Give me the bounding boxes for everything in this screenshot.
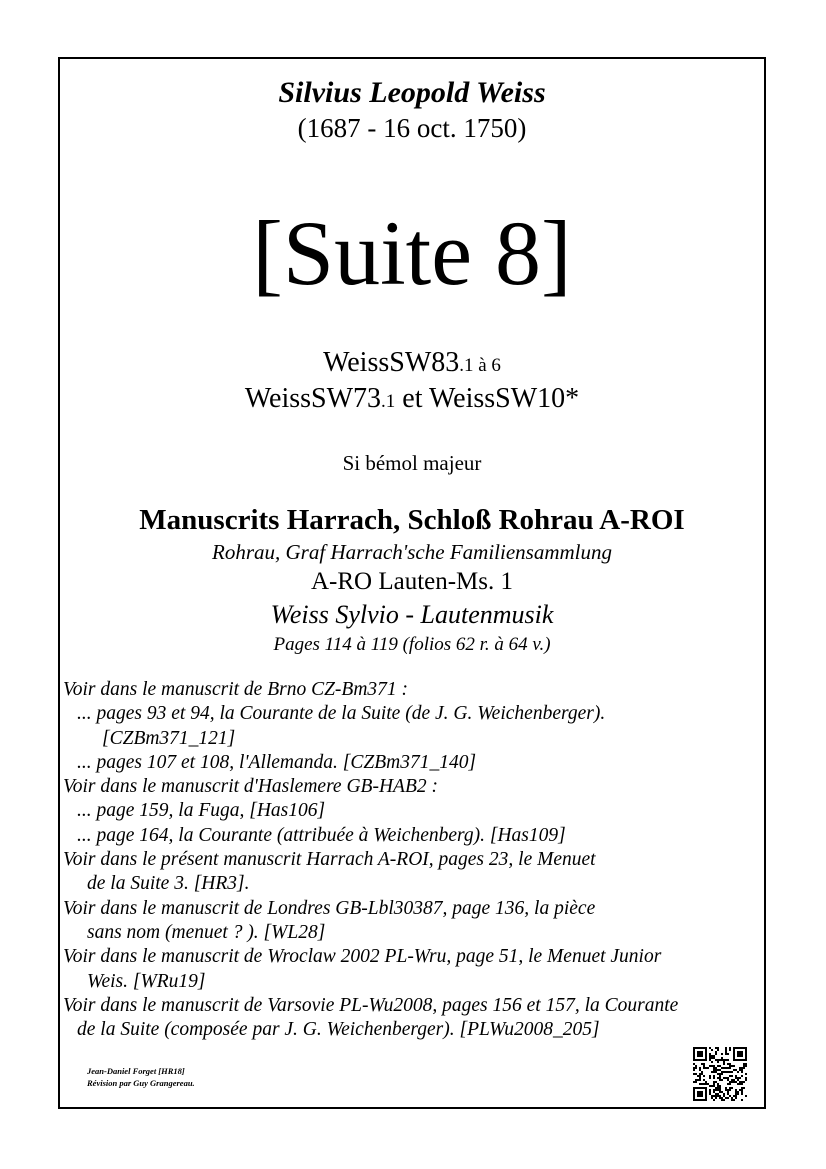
manuscript-reference: A-RO Lauten-Ms. 1 [310, 568, 514, 595]
manuscript-book: Weiss Sylvio - Lautenmusik [270, 600, 554, 629]
catalog-suffix-2: .1 [381, 391, 396, 412]
credit-author: Jean-Daniel Forget [HR18] [87, 1066, 185, 1076]
note-line: ... pages 93 et 94, la Courante de la Suite (de J. G. Weichenberger). [77, 703, 606, 725]
page-frame [58, 57, 766, 1109]
manuscript-subtitle: Rohrau, Graf Harrach'sche Familiensammlung [212, 540, 612, 564]
note-line: ... page 164, la Courante (attribuée à Weichenberg). [Has109] [77, 824, 566, 846]
note-line: [CZBm371_121] [102, 727, 236, 749]
composer-dates: (1687 - 16 oct. 1750) [297, 113, 527, 143]
catalog-suffix-1: .1 à 6 [459, 355, 501, 376]
note-line: Weis. [WRu19] [87, 970, 206, 992]
note-line: ... page 159, la Fuga, [Has106] [77, 800, 326, 822]
credit-revision: Révision par Guy Grangereau. [87, 1078, 195, 1088]
note-line: Voir dans le manuscrit de Wroclaw 2002 PL-Wru, page 51, le Menuet Junior [63, 946, 662, 968]
qr-code-icon [693, 1047, 747, 1101]
catalog-line-2 [60, 383, 764, 415]
note-line: Voir dans le manuscrit d'Haslemere GB-HAB2 : [63, 776, 438, 798]
composer-name: Silvius Leopold Weiss [278, 76, 546, 109]
credits [87, 1065, 195, 1089]
manuscript-pages: Pages 114 à 119 (folios 62 r. à 64 v.) [273, 634, 551, 655]
page-title: [Suite 8] [252, 202, 572, 304]
catalog-line-1 [60, 347, 764, 379]
manuscript-title: Manuscrits Harrach, Schloß Rohrau A-ROI [139, 504, 685, 536]
notes-list [63, 678, 767, 1042]
catalog-number-3: et WeissSW10* [395, 383, 580, 414]
note-line: Voir dans le présent manuscrit Harrach A-ROI, pages 23, le Menuet [63, 849, 596, 871]
catalog-number-1: WeissSW83 [323, 347, 460, 378]
note-line: Voir dans le manuscrit de Varsovie PL-Wu2008, pages 156 et 157, la Courante [63, 994, 679, 1016]
note-line: Voir dans le manuscrit de Londres GB-Lbl30387, page 136, la pièce [63, 897, 596, 919]
note-line: sans nom (menuet ? ). [WL28] [87, 921, 326, 943]
note-line: ... pages 107 et 108, l'Allemanda. [CZBm371_140] [77, 751, 477, 773]
note-line: de la Suite (composée par J. G. Weichenberger). [PLWu2008_205] [77, 1019, 600, 1041]
note-line: Voir dans le manuscrit de Brno CZ-Bm371 : [63, 679, 409, 700]
note-line: de la Suite 3. [HR3]. [87, 873, 250, 895]
musical-key: Si bémol majeur [342, 451, 482, 475]
catalog-number-2: WeissSW73 [244, 383, 382, 414]
